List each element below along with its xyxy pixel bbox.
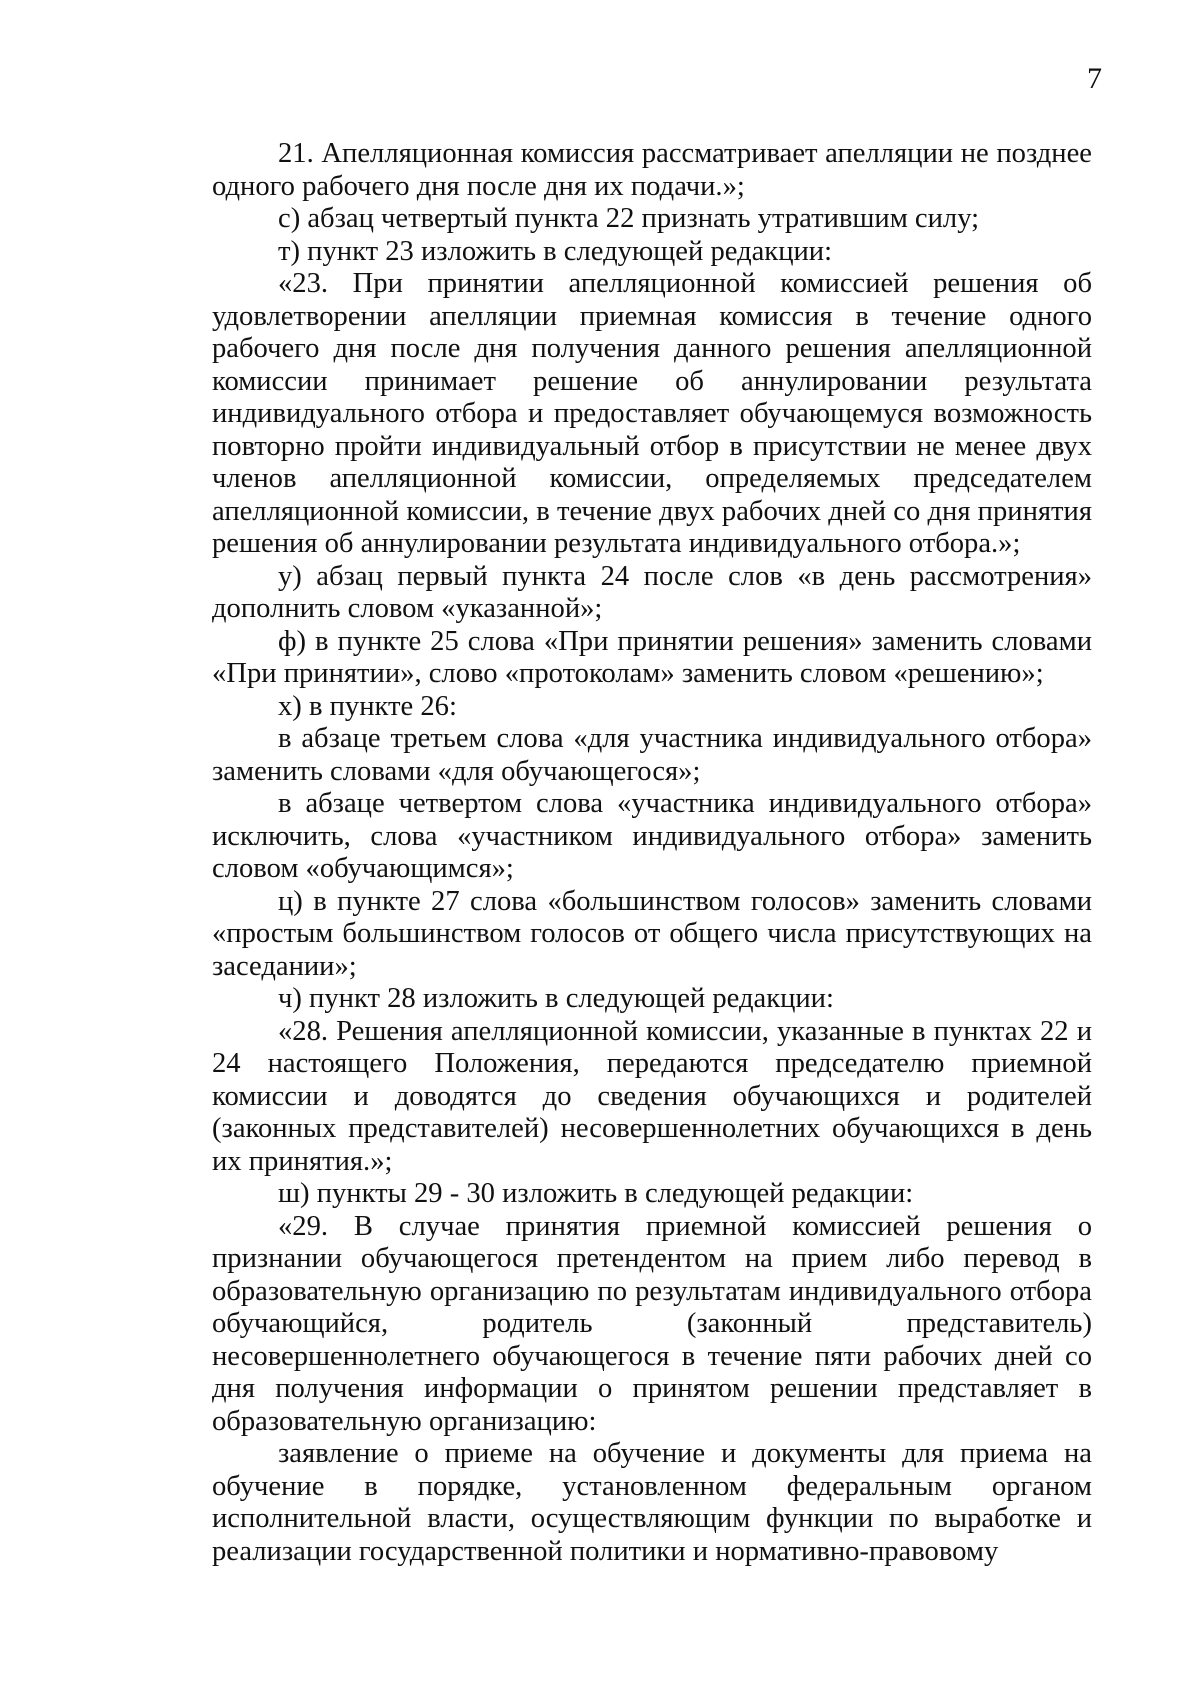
paragraph: «23. При принятии апелляционной комиссией решения об удовлетворении апелляции приемная комиссия в течение одного рабочего дня после дня получения данного решения апелляционной комиссии принимает решение об аннулировании результата индивидуального отбора и предоставляет обучающемуся возможность повторно пройти индивидуальный отбор в присутствии не менее двух членов апелляционной комиссии, определяемых председателем апелляционной комиссии, в течение двух рабочих дней со дня принятия решения об аннулировании результата индивидуального отбора.»; <box>212 268 1092 559</box>
paragraph: 21. Апелляционная комиссия рассматривает апелляции не позднее одного рабочего дня после дня их подачи.»; <box>212 138 1092 202</box>
paragraph: в абзаце четвертом слова «участника индивидуального отбора» исключить, слова «участником индивидуального отбора» заменить словом «обучающимся»; <box>212 788 1092 884</box>
paragraph: у) абзац первый пункта 24 после слов «в день рассмотрения» дополнить словом «указанной»; <box>212 560 1092 624</box>
paragraph: в абзаце третьем слова «для участника индивидуального отбора» заменить словами «для обучающегося»; <box>212 723 1092 787</box>
paragraph: т) пункт 23 изложить в следующей редакции: <box>278 235 833 267</box>
paragraph: ф) в пункте 25 слова «При принятии решения» заменить словами «При принятии», слово «протоколам» заменить словом «решению»; <box>212 625 1092 689</box>
document-body <box>212 138 1092 1568</box>
page-number: 7 <box>1087 62 1102 95</box>
paragraph: «28. Решения апелляционной комиссии, указанные в пунктах 22 и 24 настоящего Положения, передаются председателю приемной комиссии и доводятся до сведения обучающихся и родителей (законных представителей) несовершеннолетних обучающихся в день их принятия.»; <box>212 1015 1092 1177</box>
paragraph: ш) пункты 29 - 30 изложить в следующей редакции: <box>278 1178 914 1209</box>
paragraph: ц) в пункте 27 слова «большинством голосов» заменить словами «простым большинством голосов от общего числа присутствующих на заседании»; <box>212 885 1092 982</box>
paragraph: «29. В случае принятия приемной комиссией решения о признании обучающегося претендентом на прием либо перевод в образовательную организацию по результатам индивидуального отбора обучающийся, родитель (законный представитель) несовершеннолетнего обучающегося в течение пяти рабочих дней со дня получения информации о принятом решении представляет в образовательную организацию: <box>212 1210 1092 1437</box>
paragraph: х) в пункте 26: <box>278 690 457 722</box>
paragraph: с) абзац четвертый пункта 22 признать утратившим силу; <box>278 203 980 234</box>
paragraph: ч) пункт 28 изложить в следующей редакции: <box>278 983 834 1014</box>
paragraph: заявление о приеме на обучение и документы для приема на обучение в порядке, установленном федеральным органом исполнительной власти, осуществляющим функции по выработке и реализации государственной политики и нормативно-правовому <box>212 1438 1092 1567</box>
